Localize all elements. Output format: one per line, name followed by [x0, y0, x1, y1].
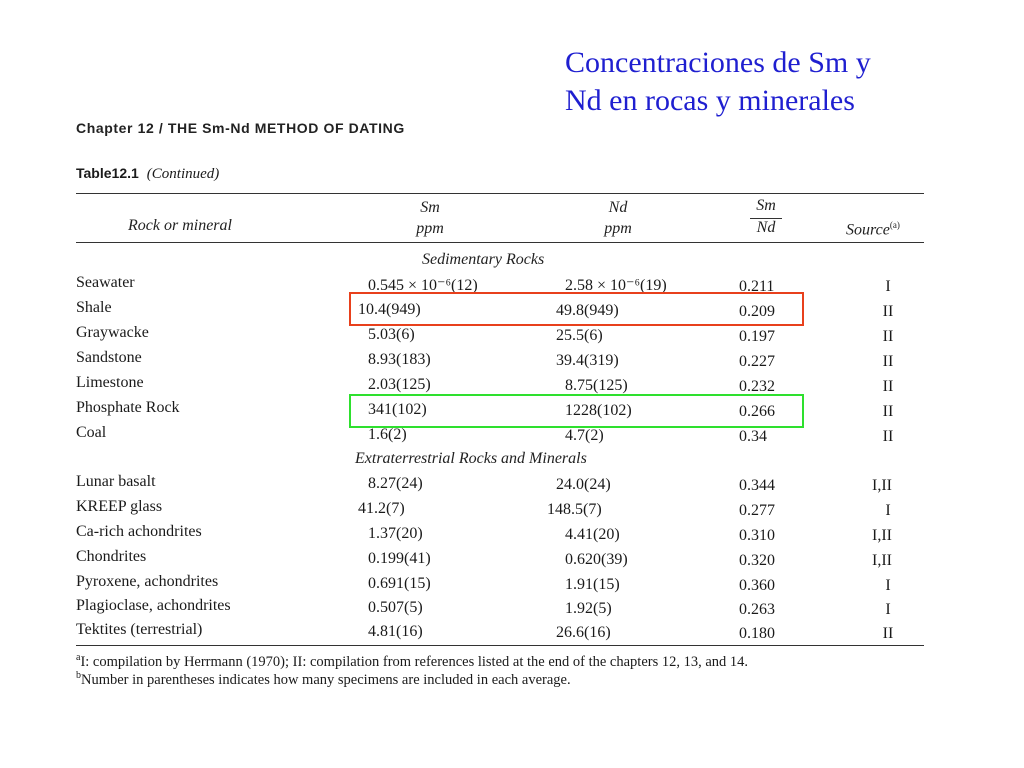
row-name: Sandstone — [76, 349, 142, 366]
row-source: I — [885, 502, 891, 519]
row-source: II — [882, 378, 894, 395]
row-name: Coal — [76, 424, 107, 441]
row-sm: 1.37(20) — [368, 525, 423, 542]
row-source: II — [882, 328, 894, 345]
row-name: Graywacke — [76, 324, 149, 341]
row-nd: 4.41(20) — [565, 526, 620, 543]
slide-title — [565, 44, 1005, 120]
row-source: II — [882, 625, 894, 642]
row-name: Lunar basalt — [76, 473, 156, 490]
row-nd: 148.5(7) — [547, 501, 602, 518]
row-nd: 25.5(6) — [556, 327, 603, 344]
row-nd: 2.58 × 10⁻⁶(19) — [565, 277, 667, 294]
footnote-b-marker: b — [76, 670, 81, 681]
row-ratio: 0.344 — [739, 477, 775, 494]
row-ratio: 0.277 — [739, 502, 775, 519]
table-header-rule — [76, 242, 924, 243]
section-label-extraterrestrial: Extraterrestrial Rocks and Minerals — [355, 450, 587, 467]
table-continued-label: (Continued) — [146, 166, 220, 182]
phosphate-rock-highlight-box — [349, 394, 804, 428]
row-sm: 341(102) — [368, 401, 427, 418]
row-source: I — [885, 577, 891, 594]
row-sm: 8.27(24) — [368, 475, 423, 492]
row-name: Shale — [76, 299, 112, 316]
row-ratio: 0.180 — [739, 625, 775, 642]
row-nd: 1228(102) — [565, 402, 632, 419]
row-ratio: 0.227 — [739, 353, 775, 370]
row-nd: 26.6(16) — [556, 624, 611, 641]
row-name: Limestone — [76, 374, 144, 391]
footnote-a-marker: a — [76, 652, 81, 663]
row-sm: 5.03(6) — [368, 326, 415, 343]
row-nd: 49.8(949) — [556, 302, 619, 319]
row-source: I — [885, 278, 891, 295]
row-nd: 1.91(15) — [565, 576, 620, 593]
row-sm: 0.545 × 10⁻⁶(12) — [368, 277, 478, 294]
row-ratio: 0.266 — [739, 403, 775, 420]
row-ratio: 0.34 — [739, 428, 767, 445]
row-sm: 4.81(16) — [368, 623, 423, 640]
chapter-heading: Chapter 12 / THE Sm-Nd METHOD OF DATING — [76, 120, 405, 136]
row-sm: 10.4(949) — [358, 301, 421, 318]
header-source — [846, 220, 900, 239]
header-rock-or-mineral: Rock or mineral — [128, 217, 232, 234]
table-name: Table12.1 — [76, 165, 139, 181]
row-source: II — [882, 303, 894, 320]
row-ratio: 0.209 — [739, 303, 775, 320]
footnote-b — [76, 670, 571, 689]
row-nd: 0.620(39) — [565, 551, 628, 568]
table-top-rule — [76, 193, 924, 194]
table-caption — [76, 165, 219, 183]
row-ratio: 0.320 — [739, 552, 775, 569]
row-sm: 2.03(125) — [368, 376, 431, 393]
row-ratio: 0.263 — [739, 601, 775, 618]
row-ratio: 0.360 — [739, 577, 775, 594]
header-ratio-denominator: Nd — [756, 219, 776, 236]
row-source: I,II — [872, 552, 892, 569]
footnote-a — [76, 652, 748, 671]
row-sm: 8.93(183) — [368, 351, 431, 368]
row-ratio: 0.232 — [739, 378, 775, 395]
slide-title-line-2: Nd en rocas y minerales — [565, 84, 855, 117]
row-sm: 41.2(7) — [358, 500, 405, 517]
row-name: Plagioclase, achondrites — [76, 597, 231, 614]
row-name: Phosphate Rock — [76, 399, 180, 416]
row-nd: 8.75(125) — [565, 377, 628, 394]
row-name: Tektites (terrestrial) — [76, 621, 203, 638]
row-source: I — [885, 601, 891, 618]
header-source-label: Source — [846, 221, 890, 239]
row-name: KREEP glass — [76, 498, 163, 515]
table-bottom-rule — [76, 645, 924, 646]
row-nd: 39.4(319) — [556, 352, 619, 369]
row-name: Ca-rich achondrites — [76, 523, 202, 540]
row-nd: 1.92(5) — [565, 600, 612, 617]
section-label-sedimentary: Sedimentary Rocks — [422, 251, 545, 268]
header-sm-unit: ppm — [416, 220, 444, 237]
row-ratio: 0.197 — [739, 328, 775, 345]
header-ratio-numerator: Sm — [756, 197, 776, 214]
footnote-a-text: I: compilation by Herrmann (1970); II: compilation from references listed at the end of the chapters 12, 13, and 14. — [80, 653, 749, 670]
row-sm: 0.507(5) — [368, 599, 423, 616]
row-name: Seawater — [76, 274, 135, 291]
row-nd: 4.7(2) — [565, 427, 604, 444]
header-source-superscript: (a) — [889, 220, 900, 230]
header-nd: Nd — [608, 199, 628, 216]
header-nd-unit: ppm — [604, 220, 632, 237]
row-source: I,II — [872, 527, 892, 544]
row-sm: 0.691(15) — [368, 575, 431, 592]
row-source: II — [882, 403, 894, 420]
footnote-b-text: Number in parentheses indicates how many specimens are included in each average. — [81, 671, 571, 688]
row-ratio: 0.310 — [739, 527, 775, 544]
row-name: Chondrites — [76, 548, 147, 565]
shale-highlight-box — [349, 292, 804, 326]
row-nd: 24.0(24) — [556, 476, 611, 493]
row-source: II — [882, 428, 894, 445]
row-source: II — [882, 353, 894, 370]
row-sm: 0.199(41) — [368, 550, 431, 567]
row-ratio: 0.211 — [739, 278, 775, 295]
row-source: I,II — [872, 477, 892, 494]
slide-title-line-1: Concentraciones de Sm y — [565, 46, 871, 79]
row-sm: 1.6(2) — [368, 426, 407, 443]
header-sm: Sm — [420, 199, 440, 216]
row-name: Pyroxene, achondrites — [76, 573, 219, 590]
